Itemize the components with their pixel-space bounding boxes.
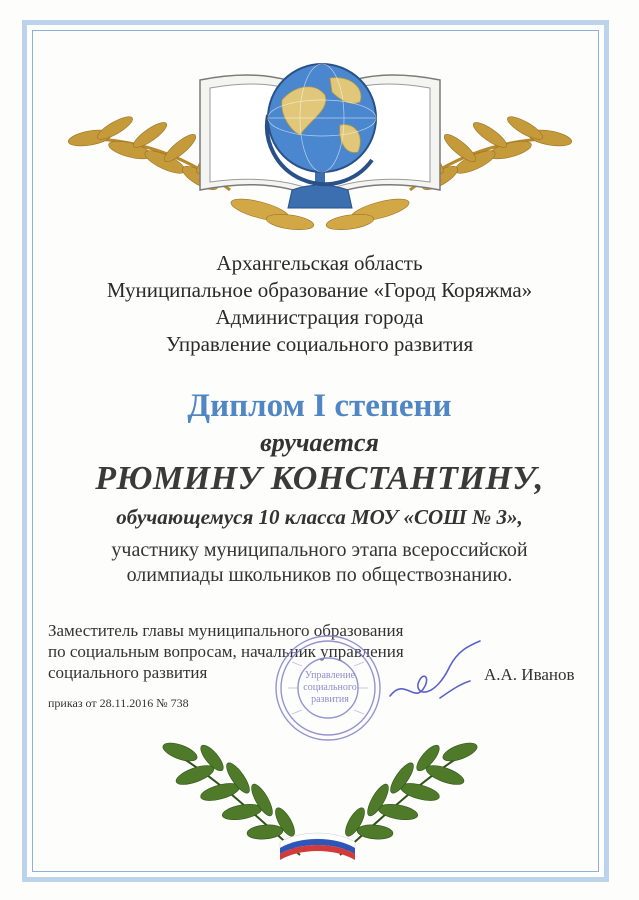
globe-book-emblem-icon: [60, 40, 580, 240]
recipient-name: РЮМИНУ КОНСТАНТИНУ,: [95, 460, 544, 497]
participant-line-2: олимпиады школьников по обществознанию.: [126, 564, 513, 586]
signatory-line-2: по социальным вопросам, начальник управления: [48, 642, 404, 661]
administration-line: Администрация города: [215, 305, 424, 329]
signatory-line-1: Заместитель главы муниципального образования: [48, 621, 404, 640]
municipality-line: Муниципальное образование «Город Коряжма»: [106, 278, 533, 302]
issuer-header: [0, 250, 639, 358]
recipient-class: обучающемуся 10 класса МОУ «СОШ № 3»,: [116, 505, 523, 529]
handwritten-signature-icon: [380, 636, 490, 716]
stamp-text: Управление социального развития: [303, 670, 357, 705]
signatory-line-3: социального развития: [48, 663, 208, 682]
signatory-name: А.А. Иванов: [484, 665, 575, 684]
department-line: Управление социального развития: [165, 332, 474, 356]
order-reference: приказ от 28.11.2016 № 738: [48, 696, 189, 710]
diploma-title: Диплом I степени: [187, 388, 452, 424]
participant-description: [0, 538, 639, 588]
green-laurel-flag-icon: [150, 730, 490, 870]
region-line: Архангельская область: [216, 251, 423, 275]
participant-line-1: участнику муниципального этапа всероссийской: [111, 539, 528, 561]
presented-label: вручается: [260, 428, 379, 457]
